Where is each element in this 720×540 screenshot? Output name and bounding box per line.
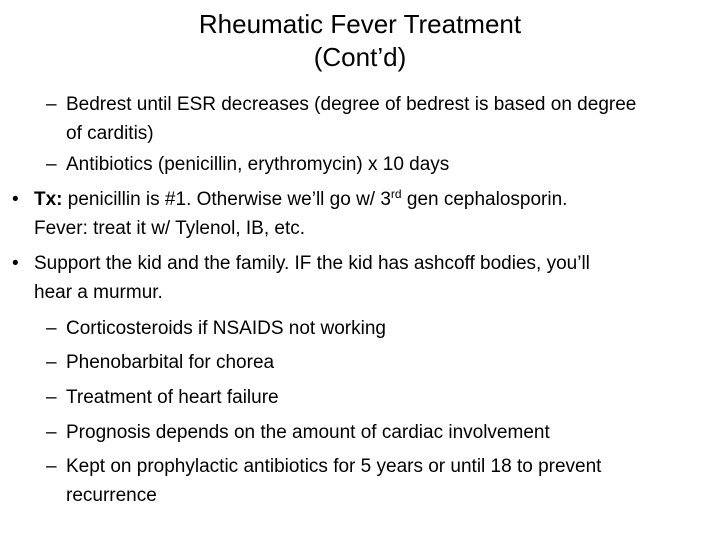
list-item-text	[34, 187, 567, 212]
superscript: rd	[390, 187, 402, 201]
list-item-text: recurrence	[66, 485, 157, 506]
round-bullet: •	[12, 253, 19, 274]
title-line-1: Rheumatic Fever Treatment	[198, 9, 522, 39]
list-item-text: Prognosis depends on the amount of cardiac involvement	[66, 422, 550, 443]
tx-label: Tx:	[34, 189, 63, 210]
dash-bullet: –	[46, 387, 57, 408]
dash-bullet: –	[46, 94, 57, 115]
slide-title	[0, 8, 720, 74]
list-item-text: hear a murmur.	[34, 282, 163, 303]
list-item-text: Corticosteroids if NSAIDS not working	[66, 318, 386, 339]
dash-bullet: –	[46, 318, 57, 339]
dash-bullet: –	[46, 456, 57, 477]
list-item-text: Phenobarbital for chorea	[66, 352, 275, 373]
list-item-text: Fever: treat it w/ Tylenol, IB, etc.	[34, 218, 306, 239]
dash-bullet: –	[46, 422, 57, 443]
list-item-text: Treatment of heart failure	[66, 387, 279, 408]
title-line-2: (Cont’d)	[313, 42, 407, 72]
tx-text-cont: gen cephalosporin.	[401, 189, 568, 210]
list-item-text: of carditis)	[66, 123, 154, 144]
list-item-text: Kept on prophylactic antibiotics for 5 years or until 18 to prevent	[66, 456, 602, 477]
dash-bullet: –	[46, 352, 57, 373]
tx-text: penicillin is #1. Otherwise we’ll go w/ 3	[62, 189, 391, 210]
round-bullet: •	[12, 189, 19, 210]
dash-bullet: –	[46, 154, 57, 175]
list-item-text: Support the kid and the family. IF the kid has ashcoff bodies, you’ll	[34, 253, 590, 274]
list-item-text: Antibiotics (penicillin, erythromycin) x 10 days	[66, 154, 450, 175]
list-item-text: Bedrest until ESR decreases (degree of bedrest is based on degree	[66, 94, 637, 115]
